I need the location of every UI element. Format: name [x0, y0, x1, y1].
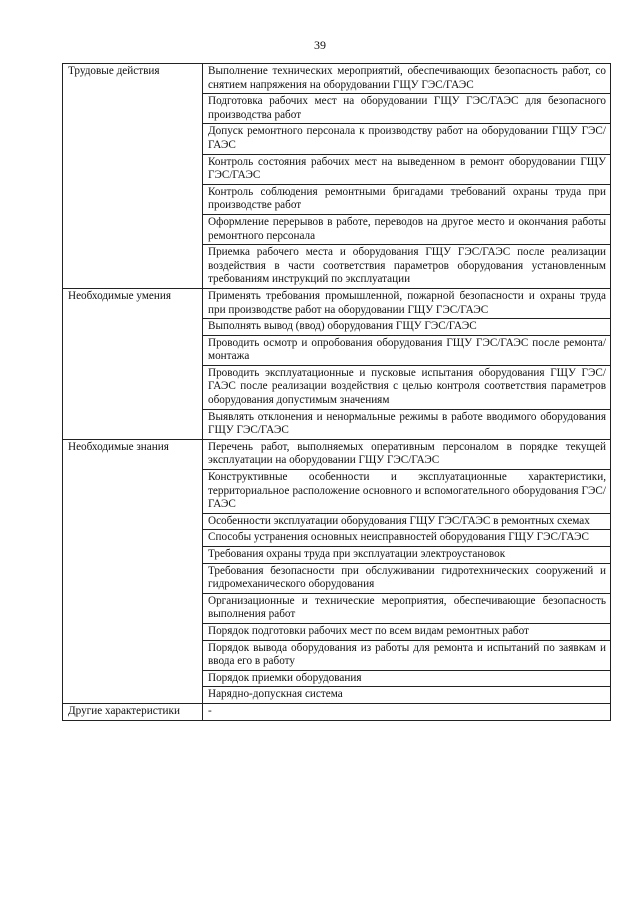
section-item: Способы устранения основных неисправностей оборудования ГЩУ ГЭС/ГАЭС — [203, 530, 611, 547]
section-item: Требования охраны труда при эксплуатации электроустановок — [203, 547, 611, 564]
section-item: Выполнять вывод (ввод) оборудования ГЩУ ГЭС/ГАЭС — [203, 319, 611, 336]
section-item: Оформление перерывов в работе, переводов на другое место и окончания работы ремонтного персонала — [203, 214, 611, 244]
section-item: Проводить осмотр и опробования оборудования ГЩУ ГЭС/ГАЭС после ремонта/монтажа — [203, 335, 611, 365]
table-row — [63, 439, 611, 469]
section-heading: Трудовые действия — [63, 64, 203, 289]
section-item: Подготовка рабочих мест на оборудовании ГЩУ ГЭС/ГАЭС для безопасного производства работ — [203, 94, 611, 124]
section-item: - — [203, 703, 611, 720]
section-item: Порядок приемки оборудования — [203, 670, 611, 687]
section-item: Порядок подготовки рабочих мест по всем видам ремонтных работ — [203, 623, 611, 640]
section-item: Требования безопасности при обслуживании гидротехнических сооружений и гидромеханического оборудования — [203, 563, 611, 593]
section-item: Перечень работ, выполняемых оперативным персоналом в порядке текущей эксплуатации на оборудовании ГЩУ ГЭС/ГАЭС — [203, 439, 611, 469]
competency-table — [62, 63, 611, 721]
section-heading: Необходимые умения — [63, 288, 203, 439]
section-item: Выявлять отклонения и ненормальные режимы в работе вводимого оборудования ГЩУ ГЭС/ГАЭС — [203, 409, 611, 439]
section-heading: Необходимые знания — [63, 439, 203, 703]
section-item: Конструктивные особенности и эксплуатационные характеристики, территориальное расположение основного и вспомогательного оборудования ГЭС/ГАЭС — [203, 470, 611, 514]
section-item: Выполнение технических мероприятий, обеспечивающих безопасность работ, со снятием напряжения на оборудовании ГЩУ ГЭС/ГАЭС — [203, 64, 611, 94]
section-item: Организационные и технические мероприятия, обеспечивающие безопасность выполнения работ — [203, 593, 611, 623]
section-item: Контроль соблюдения ремонтными бригадами требований охраны труда при производстве работ — [203, 184, 611, 214]
section-item: Приемка рабочего места и оборудования ГЩУ ГЭС/ГАЭС после реализации воздействия в части соответствия параметров оборудования установленным требованиям инструкций по эксплуатации — [203, 245, 611, 289]
section-item: Проводить эксплуатационные и пусковые испытания оборудования ГЩУ ГЭС/ГАЭС после реализации воздействия с целью контроля соответствия параметров оборудования допустимым значениям — [203, 365, 611, 409]
table-row — [63, 288, 611, 318]
section-item: Контроль состояния рабочих мест на выведенном в ремонт оборудовании ГЩУ ГЭС/ГАЭС — [203, 154, 611, 184]
section-item: Допуск ремонтного персонала к производству работ на оборудовании ГЩУ ГЭС/ГАЭС — [203, 124, 611, 154]
section-item: Особенности эксплуатации оборудования ГЩУ ГЭС/ГАЭС в ремонтных схемах — [203, 513, 611, 530]
section-heading: Другие характеристики — [63, 703, 203, 720]
section-item: Нарядно-допускная система — [203, 687, 611, 704]
table-body — [63, 64, 611, 721]
table-row — [63, 703, 611, 720]
section-item: Применять требования промышленной, пожарной безопасности и охраны труда при производстве работ на оборудовании ГЩУ ГЭС/ГАЭС — [203, 288, 611, 318]
page-number: 39 — [314, 38, 326, 52]
section-item: Порядок вывода оборудования из работы для ремонта и испытаний по заявкам и ввода его в работу — [203, 640, 611, 670]
table-row — [63, 64, 611, 94]
